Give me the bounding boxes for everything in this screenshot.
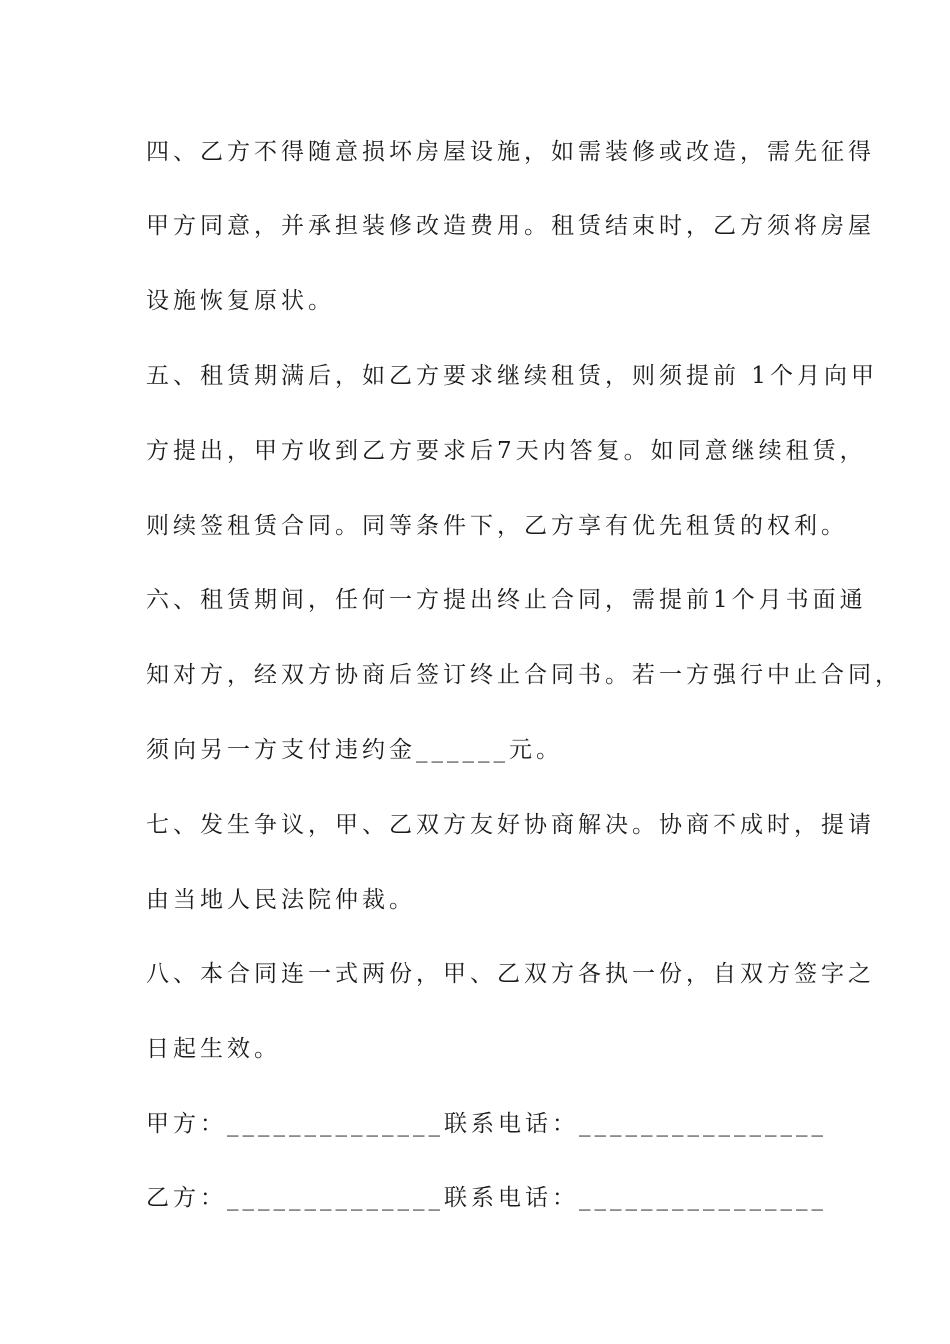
- clause-8-line-2: 日起生效。: [146, 1036, 281, 1062]
- party-a-signature-line: 甲方：______________联系电话：________________: [146, 1111, 827, 1137]
- clause-7-line-2: 由当地人民法院仲裁。: [146, 887, 416, 913]
- clause-6-line-3: 须向另一方支付违约金______元。: [146, 737, 563, 763]
- clause-4-line-2: 甲方同意，并承担装修改造费用。租赁结束时，乙方须将房屋: [146, 213, 875, 239]
- clause-7-line-1: 七、发生争议，甲、乙双方友好协商解决。协商不成时，提请: [146, 812, 875, 838]
- clause-4-line-1: 四、乙方不得随意损坏房屋设施，如需装修或改造，需先征得: [146, 139, 875, 165]
- party-b-signature-line: 乙方：______________联系电话：________________: [146, 1185, 827, 1211]
- clause-5-line-1: 五、租赁期满后，如乙方要求继续租赁，则须提前 1个月向甲: [146, 363, 878, 389]
- clause-4-line-3: 设施恢复原状。: [146, 288, 335, 314]
- clause-6-line-1: 六、租赁期间，任何一方提出终止合同，需提前1个月书面通: [146, 587, 867, 613]
- clause-5-line-2: 方提出，甲方收到乙方要求后7天内答复。如同意继续租赁，: [146, 438, 867, 464]
- clause-5-line-3: 则续签租赁合同。同等条件下，乙方享有优先租赁的权利。: [146, 513, 848, 539]
- clause-6-line-2: 知对方，经双方协商后签订终止合同书。若一方强行中止合同，: [146, 662, 902, 688]
- clause-8-line-1: 八、本合同连一式两份，甲、乙双方各执一份，自双方签字之: [146, 961, 875, 987]
